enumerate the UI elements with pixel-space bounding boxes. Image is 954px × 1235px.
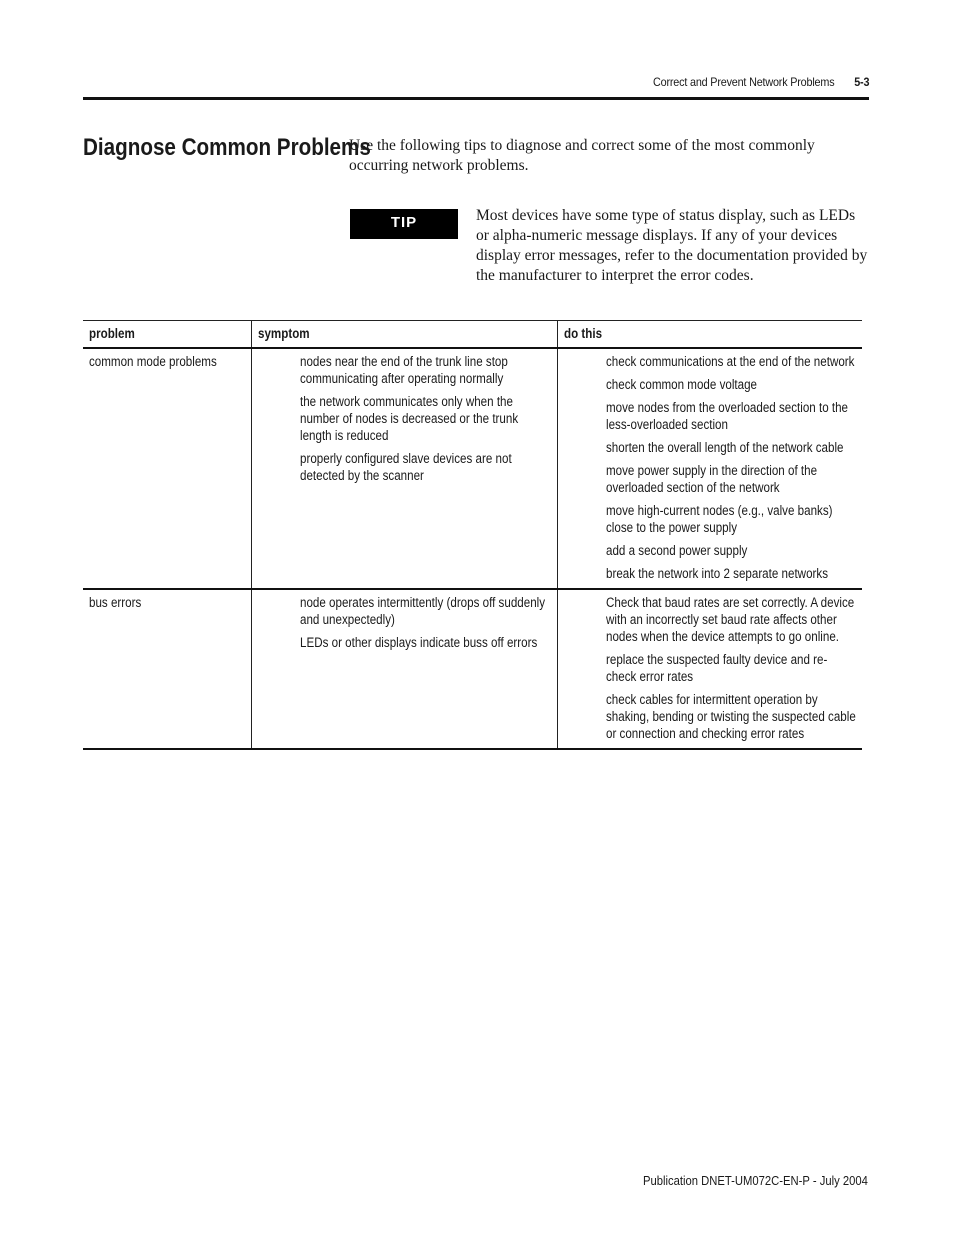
action-item: move power supply in the direction of the overloaded section of the network <box>605 463 817 495</box>
action-item: check communications at the end of the network <box>605 354 854 369</box>
table-header-row <box>83 321 862 349</box>
column-header-problem: problem <box>83 321 251 349</box>
action-item: shorten the overall length of the network cable <box>605 440 844 455</box>
column-header-do-this: do this <box>557 321 862 349</box>
action-cell <box>557 348 862 589</box>
action-item: move high-current nodes (e.g., valve banks) close to the power supply <box>605 503 833 535</box>
action-item: replace the suspected faulty device and re-check error rates <box>605 652 827 684</box>
symptom-item: properly configured slave devices are not detected by the scanner <box>299 451 512 483</box>
intro-paragraph: Use the following tips to diagnose and correct some of the most commonly occurring network problems. <box>349 137 815 174</box>
problems-table <box>83 320 862 750</box>
page-number: 5-3 <box>853 75 869 89</box>
problem-cell: bus errors <box>83 589 251 749</box>
column-header-symptom: symptom <box>251 321 557 349</box>
symptom-item: LEDs or other displays indicate buss off errors <box>299 635 537 650</box>
action-item: Check that baud rates are set correctly. A device with an incorrectly set baud rate affects other nodes when the device attempts to go online. <box>605 595 854 644</box>
action-item: check common mode voltage <box>605 377 757 392</box>
symptom-item: the network communicates only when the number of nodes is decreased or the trunk length is reduced <box>299 394 518 443</box>
section-title: Diagnose Common Problems <box>83 134 371 161</box>
symptom-cell <box>251 589 557 749</box>
publication-footer: Publication DNET-UM072C-EN-P - July 2004 <box>643 1174 868 1188</box>
problem-cell: common mode problems <box>83 348 251 589</box>
tip-badge: TIP <box>350 209 458 239</box>
symptom-cell <box>251 348 557 589</box>
action-item: add a second power supply <box>605 543 747 558</box>
table-row <box>83 348 862 589</box>
table-row <box>83 589 862 749</box>
header-rule <box>83 97 869 100</box>
action-cell <box>557 589 862 749</box>
chapter-title: Correct and Prevent Network Problems <box>652 75 835 89</box>
symptom-item: node operates intermittently (drops off suddenly and unexpectedly) <box>299 595 545 627</box>
action-item: check cables for intermittent operation by shaking, bending or twisting the suspected cable or connection and checking error rates <box>605 692 856 741</box>
action-item: move nodes from the overloaded section to the less-overloaded section <box>605 400 848 432</box>
symptom-item: nodes near the end of the trunk line stop communicating after operating normally <box>299 354 508 386</box>
action-item: break the network into 2 separate networks <box>605 566 828 581</box>
tip-text: Most devices have some type of status display, such as LEDs or alpha-numeric message displays. If any of your devices display error messages, refer to the documentation provided by the manufacturer to interpret the error codes. <box>476 207 868 284</box>
running-header <box>653 75 869 89</box>
